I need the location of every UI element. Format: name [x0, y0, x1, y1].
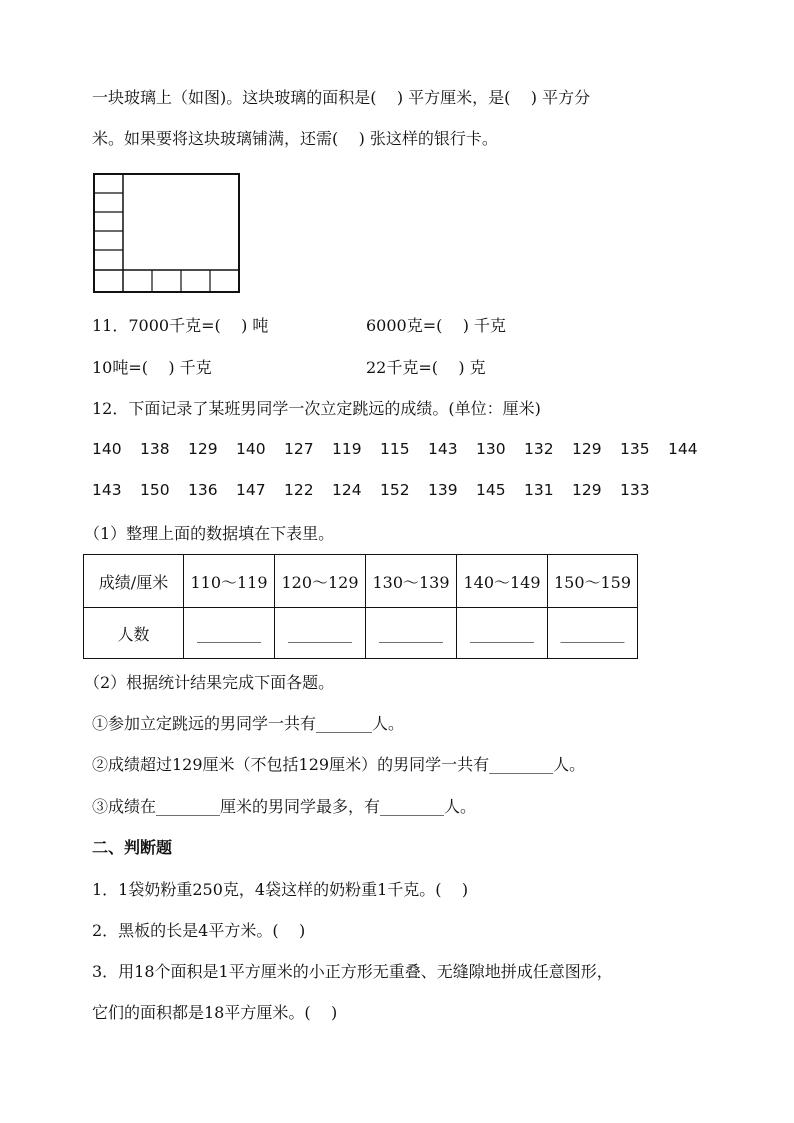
score-value: 147 [236, 481, 266, 499]
score-value: 150 [140, 481, 170, 499]
q10-line2: 米。如果要将这块玻璃铺满，还需( ) 张这样的银行卡。 [92, 129, 498, 148]
header-cell: 110～119 [184, 555, 275, 608]
score-value: 115 [380, 440, 410, 458]
score-value: 129 [572, 481, 602, 499]
answer-blank[interactable]: ________ [457, 608, 548, 659]
judge-item-1: 1．1袋奶粉重250克，4袋这样的奶粉重1千克。( ) [92, 880, 469, 899]
q11-b: 6000克=( ) 千克 [366, 316, 507, 335]
score-value: 140 [236, 440, 266, 458]
answer-blank[interactable]: ________ [548, 608, 638, 659]
glass-outline [94, 174, 239, 292]
score-value: 145 [476, 481, 506, 499]
answer-blank[interactable]: ________ [275, 608, 366, 659]
score-value: 127 [284, 440, 314, 458]
score-value: 144 [668, 440, 698, 458]
score-value: 124 [332, 481, 362, 499]
table-row [84, 608, 638, 659]
score-value: 130 [476, 440, 506, 458]
score-value: 129 [188, 440, 218, 458]
q11-d: 22千克=( ) 克 [366, 358, 486, 377]
header-cell: 140～149 [457, 555, 548, 608]
judge-item-2: 2．黑板的长是4平方米。( ) [92, 921, 306, 940]
score-value: 129 [572, 440, 602, 458]
q11-a: 11．7000千克=( ) 吨 [92, 316, 269, 335]
header-cell: 150～159 [548, 555, 638, 608]
q11-c: 10吨=( ) 千克 [92, 358, 212, 377]
score-value: 152 [380, 481, 410, 499]
q12-sub1: ①参加立定跳远的男同学一共有_______人。 [92, 714, 405, 733]
score-value: 132 [524, 440, 554, 458]
score-value: 135 [620, 440, 650, 458]
q12-sub3: ③成绩在________厘米的男同学最多，有________人。 [92, 797, 477, 816]
q12-sub2: ②成绩超过129厘米（不包括129厘米）的男同学一共有________人。 [92, 755, 586, 774]
header-cell: 成绩/厘米 [84, 555, 184, 608]
table-header-row [84, 555, 638, 608]
answer-blank[interactable]: ________ [366, 608, 457, 659]
header-cell: 120～129 [275, 555, 366, 608]
score-table [83, 554, 638, 659]
q12-stem: 12．下面记录了某班男同学一次立定跳远的成绩。(单位：厘米) [92, 399, 541, 418]
score-value: 122 [284, 481, 314, 499]
score-value: 131 [524, 481, 554, 499]
score-data-row [92, 481, 668, 499]
q12-part2: （2）根据统计结果完成下面各题。 [84, 673, 335, 692]
header-cell: 130～139 [366, 555, 457, 608]
score-data-row [92, 440, 716, 458]
score-value: 143 [92, 481, 122, 499]
score-value: 143 [428, 440, 458, 458]
score-value: 138 [140, 440, 170, 458]
score-value: 140 [92, 440, 122, 458]
score-value: 136 [188, 481, 218, 499]
q12-part1: （1）整理上面的数据填在下表里。 [84, 524, 335, 543]
score-value: 139 [428, 481, 458, 499]
judge-item-3: 3．用18个面积是1平方厘米的小正方形无重叠、无缝隙地拼成任意图形， [92, 962, 613, 981]
section-title: 二、判断题 [92, 838, 173, 857]
q10-line1: 一块玻璃上（如图)。这块玻璃的面积是( ) 平方厘米，是( ) 平方分 [92, 88, 591, 107]
answer-blank[interactable]: ________ [184, 608, 275, 659]
score-value: 119 [332, 440, 362, 458]
judge-item-3-cont: 它们的面积都是18平方厘米。( ) [92, 1003, 338, 1022]
row-label: 人数 [84, 608, 184, 659]
score-value: 133 [620, 481, 650, 499]
glass-card-diagram [93, 173, 241, 294]
